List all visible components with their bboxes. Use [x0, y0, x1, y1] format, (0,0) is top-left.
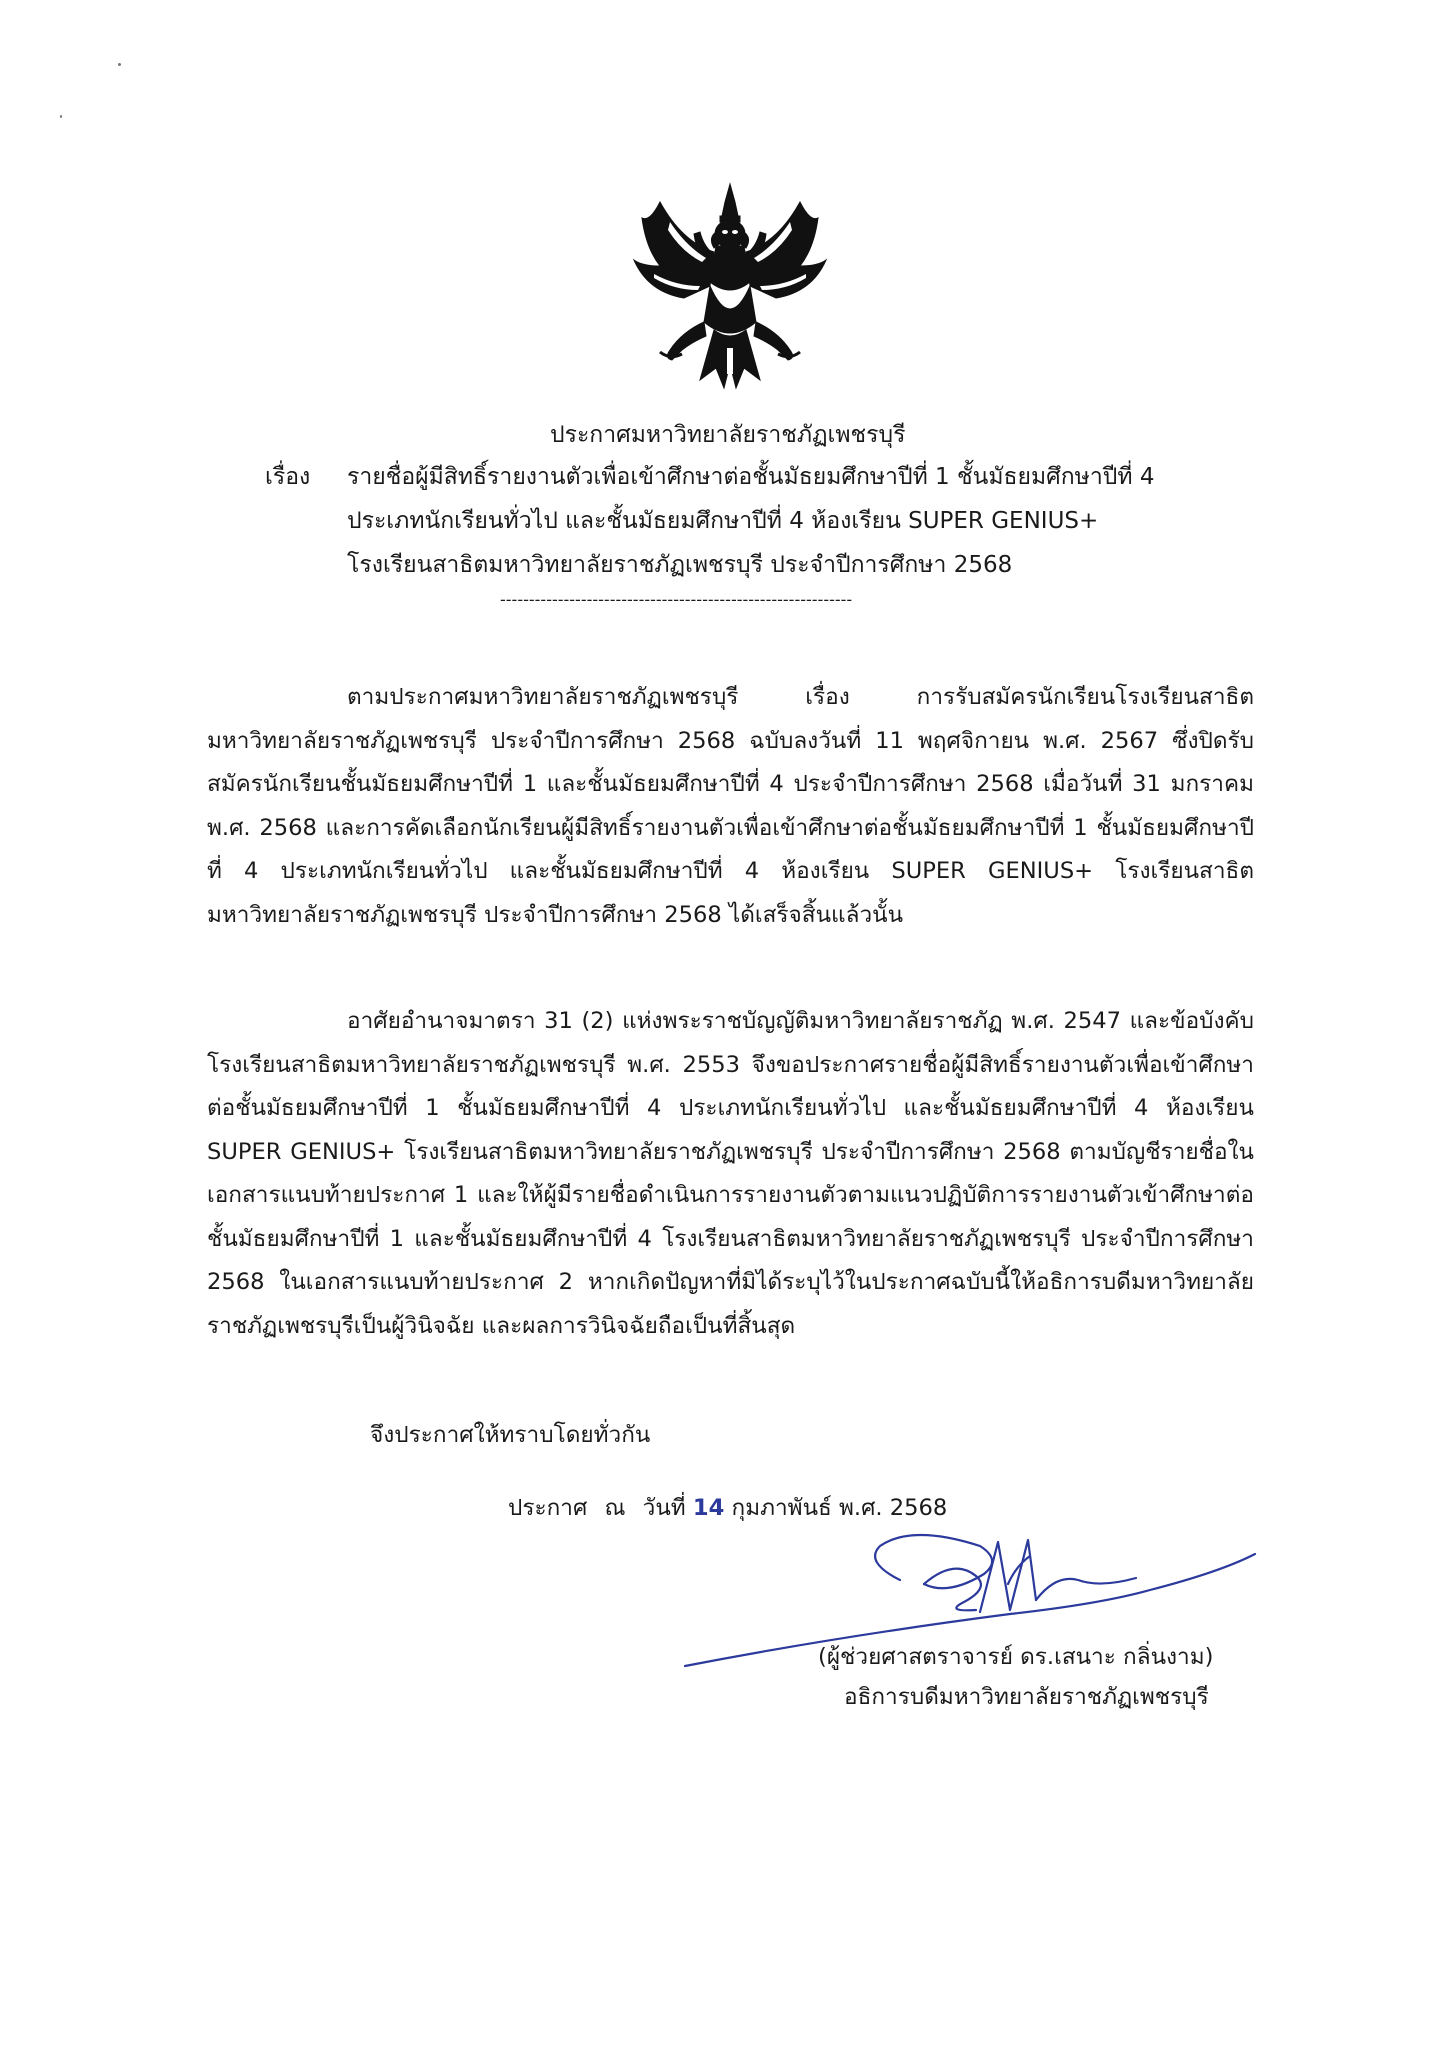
date-day-label: วันที่ — [642, 1495, 686, 1521]
garuda-emblem-icon — [630, 182, 830, 394]
subject-line-2: ประเภทนักเรียนทั่วไป และชั้นมัธยมศึกษาปีที่ 4 ห้องเรียน SUPER GENIUS+ — [347, 508, 1099, 534]
body-paragraph-2 — [207, 1000, 1254, 1348]
signer-name: (ผู้ช่วยศาสตราจารย์ ดร.เสนาะ กลิ่นงาม) — [818, 1644, 1214, 1670]
header-divider: ------------------------------------------------------------- — [500, 590, 853, 609]
closing-statement: จึงประกาศให้ทราบโดยทั่วกัน — [370, 1422, 651, 1448]
signer-position: อธิการบดีมหาวิทยาลัยราชภัฏเพชรบุรี — [844, 1684, 1209, 1710]
date-day-value: 14 — [692, 1495, 725, 1521]
date-month-year: กุมภาพันธ์ พ.ศ. 2568 — [731, 1495, 948, 1521]
scan-speck — [60, 115, 62, 118]
issuing-organization: ประกาศมหาวิทยาลัยราชภัฏเพชรบุรี — [550, 422, 906, 448]
scan-speck — [118, 63, 121, 66]
paragraph-1-text: ตามประกาศมหาวิทยาลัยราชภัฏเพชรบุรี เรื่อง การรับสมัครนักเรียนโรงเรียนสาธิตมหาวิทยาลัยราชภัฏเพชรบุรี ประจำปีการศึกษา 2568 ฉบับลงวันที่ 11 พฤศจิกายน พ.ศ. 2567 ซึ่งปิดรับสมัครนักเรียนชั้นมัธยมศึกษาปีที่ 1 และชั้นมัธยมศึกษาปีที่ 4 ประจำปีการศึกษา 2568 เมื่อวันที่ 31 มกราคม พ.ศ. 2568 และการคัดเลือกนักเรียนผู้มีสิทธิ์รายงานตัวเพื่อเข้าศึกษาต่อชั้นมัธยมศึกษาปีที่ 1 ชั้นมัธยมศึกษาปีที่ 4 ประเภทนักเรียนทั่วไป และชั้นมัธยมศึกษาปีที่ 4 ห้องเรียน SUPER GENIUS+ โรงเรียนสาธิตมหาวิทยาลัยราชภัฏเพชรบุรี ประจำปีการศึกษา 2568 ได้เสร็จสิ้นแล้วนั้น — [207, 684, 1254, 928]
body-paragraph-1 — [207, 676, 1254, 937]
paragraph-2-text: อาศัยอำนาจมาตรา 31 (2) แห่งพระราชบัญญัติมหาวิทยาลัยราชภัฏ พ.ศ. 2547 และข้อบังคับโรงเรียนสาธิตมหาวิทยาลัยราชภัฏเพชรบุรี พ.ศ. 2553 จึงขอประกาศรายชื่อผู้มีสิทธิ์รายงานตัวเพื่อเข้าศึกษาต่อชั้นมัธยมศึกษาปีที่ 1 ชั้นมัธยมศึกษาปีที่ 4 ประเภทนักเรียนทั่วไป และชั้นมัธยมศึกษาปีที่ 4 ห้องเรียน SUPER GENIUS+ โรงเรียนสาธิตมหาวิทยาลัยราชภัฏเพชรบุรี ประจำปีการศึกษา 2568 ตามบัญชีรายชื่อในเอกสารแนบท้ายประกาศ 1 และให้ผู้มีรายชื่อดำเนินการรายงานตัวตามแนวปฏิบัติการรายงานตัวเข้าศึกษาต่อชั้นมัธยมศึกษาปีที่ 1 และชั้นมัธยมศึกษาปีที่ 4 โรงเรียนสาธิตมหาวิทยาลัยราชภัฏเพชรบุรี ประจำปีการศึกษา 2568 ในเอกสารแนบท้ายประกาศ 2 หากเกิดปัญหาที่มิได้ระบุไว้ในประกาศฉบับนี้ให้อธิการบดีมหาวิทยาลัยราชภัฏเพชรบุรีเป็นผู้วินิจฉัย และผลการวินิจฉัยถือเป็นที่สิ้นสุด — [207, 1008, 1254, 1339]
subject-line-3: โรงเรียนสาธิตมหาวิทยาลัยราชภัฏเพชรบุรี ประจำปีการศึกษา 2568 — [347, 552, 1013, 578]
subject-text: รายชื่อผู้มีสิทธิ์รายงานตัวเพื่อเข้าศึกษาต่อชั้นมัธยมศึกษาปีที่ 1 ชั้นมัธยมศึกษาปีที่ 4 — [347, 464, 1155, 490]
subject-label: เรื่อง — [265, 464, 311, 490]
date-at: ณ — [604, 1495, 626, 1521]
date-prefix: ประกาศ — [508, 1495, 588, 1521]
subject-line-1 — [265, 460, 1154, 494]
